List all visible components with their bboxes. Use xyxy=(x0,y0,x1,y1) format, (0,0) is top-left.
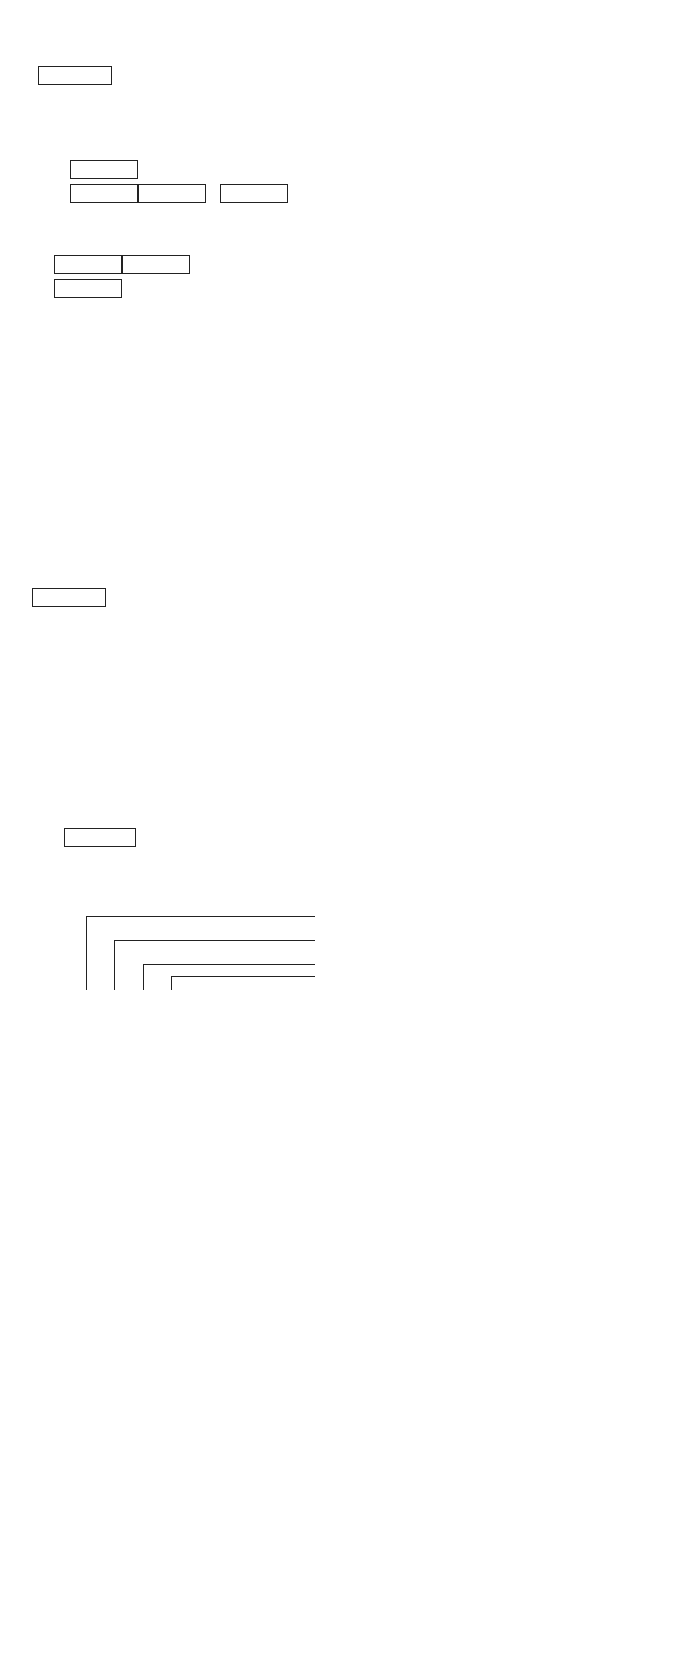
q2-intro-line1 xyxy=(32,588,106,607)
q1-p6 xyxy=(54,255,190,274)
blank-4 xyxy=(54,255,122,274)
blank-7 xyxy=(64,828,136,847)
blank-1b xyxy=(70,184,138,203)
blank-3 xyxy=(220,184,288,203)
connector-b5 xyxy=(171,976,315,990)
blank-placeholder xyxy=(38,66,112,85)
blank-5 xyxy=(122,255,190,274)
q1-p7 xyxy=(54,279,122,298)
q2-p5 xyxy=(64,828,136,847)
blank-6 xyxy=(54,279,122,298)
q1-intro-line1 xyxy=(38,66,112,85)
q1-p2 xyxy=(70,160,138,179)
q1-p3 xyxy=(70,184,288,203)
blank-2 xyxy=(138,184,206,203)
blank-1 xyxy=(70,160,138,179)
blank-placeholder-2 xyxy=(32,588,106,607)
